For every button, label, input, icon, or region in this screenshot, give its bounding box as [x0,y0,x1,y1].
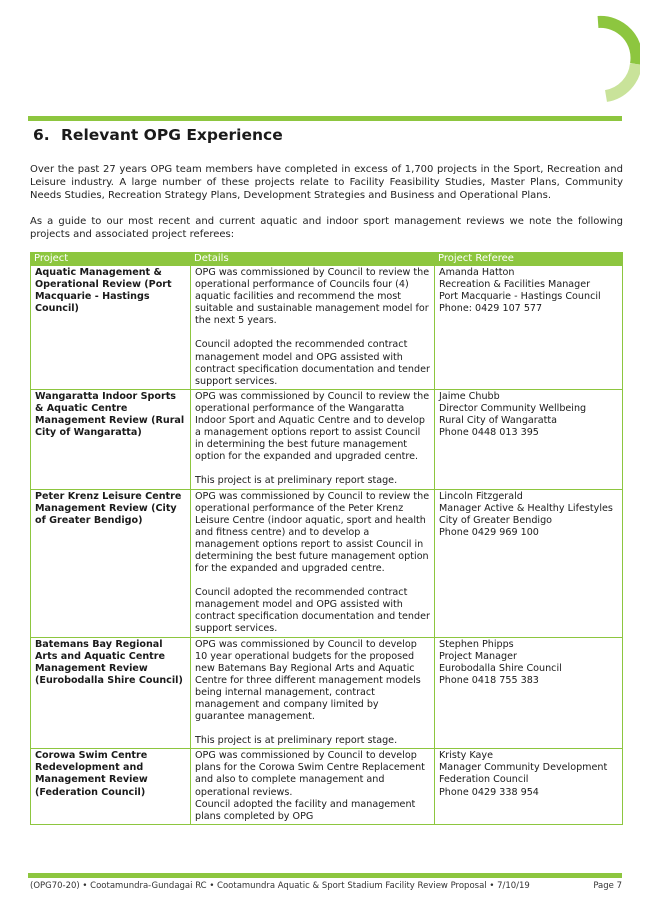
section-number: 6. [33,126,50,144]
header-referee: Project Referee [435,253,623,266]
details-paragraph: OPG was commissioned by Council to review the operational performance of Councils four (4) aquatic facilities and recommend the most suitable and sustainable management model for the next 5 years. [195,267,430,327]
referee-org: Eurobodalla Shire Council [439,662,562,674]
referee-role: Recreation & Facilities Manager [439,279,591,291]
opg-logo-arc [560,12,640,102]
logo-arc-light [606,64,636,96]
details-paragraph: Council adopted the recommended contract management model and OPG assisted with contract specification documentation and tender support services. [195,587,430,635]
table-row [31,637,623,749]
section-title: Relevant OPG Experience [61,126,283,144]
header-project: Project [31,253,191,266]
details-paragraph: OPG was commissioned by Council to review the operational performance of the Peter Krenz Leisure Centre (indoor aquatic, sport and health and fitness centre) and to develop a management options report to assist Council in determining the best future management option for the expanded and upgraded centre. [195,490,430,575]
referee-name: Lincoln Fitzgerald [439,490,523,502]
details-paragraph: OPG was commissioned by Council to review the operational performance of the Wangaratta Indoor Sport and Aquatic Centre and to develop a management options report to assist Council in determining the best future management option for the expanded and upgraded centre. [195,390,430,463]
intro-paragraph: Over the past 27 years OPG team members have completed in excess of 1,700 projects in the Sport, Recreation and Leisure industry. A large number of these projects relate to Facility Feasibility Studies, Master Plans, Community Needs Studies, Recreation Strategy Plans, Development Strategies and Business and Operational Plans. [30,164,623,201]
referee-phone: Phone: 0429 107 577 [439,303,543,315]
referee-org: Rural City of Wangaratta [439,415,558,427]
project-cell: Corowa Swim Centre Redevelopment and Management Review (Federation Council) [31,749,191,825]
referee-role: Manager Active & Healthy Lifestyles [439,502,613,514]
referee-name: Stephen Phipps [439,638,514,650]
guide-paragraph: As a guide to our most recent and current aquatic and indoor sport management reviews we note the following projects and associated project referees: [30,216,623,240]
details-paragraph: Council adopted the facility and management plans completed by OPG [195,798,416,822]
referee-role: Director Community Wellbeing [439,402,587,414]
logo-arc-dark [598,22,637,64]
table-row [31,389,623,489]
details-cell [191,489,435,637]
referee-role: Project Manager [439,650,517,662]
project-cell: Batemans Bay Regional Arts and Aquatic Centre Management Review (Eurobodalla Shire Council) [31,637,191,749]
details-paragraph: OPG was commissioned by Council to develop 10 year operational budgets for the proposed new Batemans Bay Regional Arts and Aquatic Centre for three different management models being internal management, contract management and company limited by guarantee management. [195,638,421,723]
table-header-row [31,253,623,266]
referee-cell [435,637,623,749]
project-cell: Wangaratta Indoor Sports & Aquatic Centre Management Review (Rural City of Wangaratta) [31,389,191,489]
details-paragraph: This project is at preliminary report stage. [195,735,398,747]
details-cell [191,266,435,390]
referee-name: Kristy Kaye [439,750,493,762]
details-paragraph: Council adopted the recommended contract management model and OPG assisted with contract specification documentation and tender support services. [195,339,430,387]
section-heading [33,126,283,144]
project-cell: Aquatic Management & Operational Review (Port Macquarie - Hastings Council) [31,266,191,390]
referee-phone: Phone 0429 969 100 [439,526,539,538]
referee-org: Federation Council [439,774,529,786]
table-row [31,489,623,637]
referee-org: City of Greater Bendigo [439,514,553,526]
referee-role: Manager Community Development [439,762,608,774]
referee-org: Port Macquarie - Hastings Council [439,291,601,303]
details-cell [191,389,435,489]
referee-phone: Phone 0429 338 954 [439,786,539,798]
details-paragraph: OPG was commissioned by Council to develop plans for the Corowa Swim Centre Replacement and also to complete management and operational reviews. [195,750,425,798]
footer-rule [28,873,622,878]
details-cell [191,637,435,749]
referee-name: Jaime Chubb [439,390,500,402]
referee-cell [435,489,623,637]
page-number: Page 7 [593,881,622,891]
referee-cell [435,749,623,825]
referee-cell [435,266,623,390]
table-row [31,749,623,825]
details-paragraph: This project is at preliminary report stage. [195,475,398,487]
footer-text: (OPG70-20) • Cootamundra-Gundagai RC • Cootamundra Aquatic & Sport Stadium Facility Review Proposal • 7/10/19 [30,881,530,891]
referee-phone: Phone 0418 755 383 [439,674,539,686]
header-details: Details [191,253,435,266]
project-cell: Peter Krenz Leisure Centre Management Review (City of Greater Bendigo) [31,489,191,637]
table-row [31,266,623,390]
referee-cell [435,389,623,489]
experience-table [30,252,623,825]
header-rule [28,116,622,121]
referee-phone: Phone 0448 013 395 [439,427,539,439]
referee-name: Amanda Hatton [439,267,515,278]
details-cell [191,749,435,825]
